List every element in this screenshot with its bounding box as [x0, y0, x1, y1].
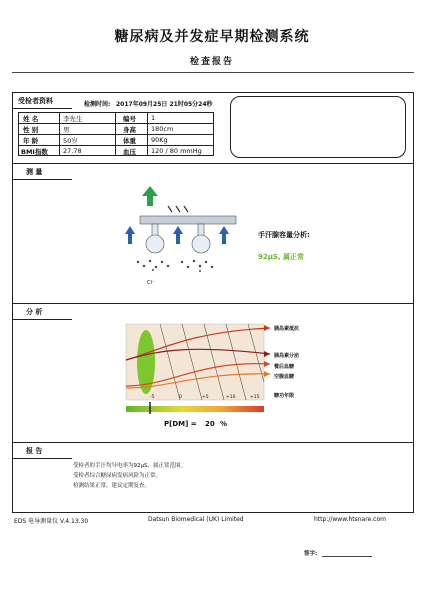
- scale-label: +10: [226, 395, 236, 400]
- field-value-id: 1: [151, 114, 156, 122]
- curve-label-insulin-resistance: 胰岛素抵抗: [274, 326, 300, 332]
- arrow-head: [264, 371, 270, 377]
- analysis-title: 手汗腺容量分析:: [258, 231, 310, 239]
- gland-left: [146, 224, 164, 253]
- table-rule: [59, 113, 60, 155]
- pdm-label: P[DM] =: [164, 420, 197, 428]
- field-value-bp: 120 / 80 mmHg: [151, 147, 202, 155]
- test-time-label: 检测时间:: [84, 101, 111, 108]
- header-divider: [12, 72, 414, 73]
- field-value-name: 李先生: [63, 115, 83, 123]
- field-label-name: 姓 名: [23, 115, 39, 123]
- section-divider: [12, 442, 414, 443]
- risk-gradient-bar: [126, 406, 264, 412]
- scale-label: +15: [250, 395, 260, 400]
- report-line: 检测结果正常，建议定期复查。: [73, 483, 151, 489]
- report-text: [73, 461, 186, 491]
- device-version: EDS 电导测量仪 V.4.13.30: [14, 518, 89, 525]
- measure-section-label: 测 量: [26, 168, 43, 176]
- analysis-result: 92μS, 属正常: [258, 253, 305, 261]
- field-label-height: 身高: [123, 126, 136, 134]
- skin-band: [140, 216, 236, 224]
- scale-label: 0: [179, 395, 182, 400]
- measure-label-underline: [12, 179, 72, 180]
- company-url[interactable]: http://www.htsnare.com: [314, 516, 386, 523]
- field-value-bmi: 27.78: [63, 147, 82, 155]
- green-up-arrow-icon: [142, 186, 158, 206]
- cl-ion-label: Cl⁻: [147, 280, 155, 286]
- field-label-bmi: BMI指数: [21, 148, 48, 156]
- patient-label-underline: [12, 108, 72, 109]
- field-label-bp: 血压: [123, 148, 136, 156]
- scale-label: +5: [202, 395, 209, 400]
- field-label-weight: 体重: [123, 137, 136, 145]
- gland-right: [192, 224, 210, 253]
- curve-label-duration: 糖功年限: [274, 393, 295, 399]
- field-label-sex: 性 别: [23, 126, 39, 134]
- blue-arrow-icon: [173, 226, 183, 244]
- report-section-label: 报 告: [26, 447, 43, 455]
- test-time-value: 2017年09月25日 21时05分24秒: [116, 101, 213, 108]
- table-rule: [19, 134, 213, 135]
- section-divider: [12, 163, 414, 164]
- arrow-head: [264, 351, 270, 357]
- analysis-label-underline: [12, 319, 72, 320]
- table-rule: [19, 145, 213, 146]
- photo-box: [230, 96, 406, 158]
- company-name: Datsun Biomedical (UK) Limited: [148, 516, 244, 523]
- field-value-age: 50岁: [63, 137, 78, 145]
- pdm-value: 20: [205, 420, 215, 428]
- report-subtitle: 检查报告: [189, 57, 234, 67]
- blue-arrow-icon: [219, 226, 229, 244]
- analysis-section-label: 分 析: [26, 308, 43, 316]
- table-rule: [147, 113, 148, 155]
- field-value-weight: 90Kg: [151, 136, 168, 144]
- arrow-head: [264, 361, 270, 367]
- curve-label-postprandial: 餐后血糖: [274, 364, 295, 370]
- field-value-height: 180cm: [151, 125, 174, 133]
- table-rule: [19, 123, 213, 124]
- risk-curve-chart: [120, 320, 270, 415]
- sweat-marks: [168, 206, 188, 212]
- table-rule: [115, 113, 116, 155]
- signature-line[interactable]: [322, 556, 372, 557]
- field-value-sex: 男: [63, 126, 70, 134]
- scale-label: -5: [150, 395, 155, 400]
- sweat-gland-diagram: [120, 182, 240, 282]
- section-divider: [12, 303, 414, 304]
- arrow-head: [264, 325, 270, 331]
- pdm-unit: %: [220, 420, 228, 428]
- signature-label: 签字:: [304, 551, 318, 557]
- curve-label-insulin-secretion: 胰岛素分泌: [274, 353, 300, 359]
- field-label-age: 年 龄: [23, 137, 39, 145]
- field-label-id: 编号: [123, 115, 136, 123]
- blue-arrow-icon: [125, 226, 135, 244]
- curve-label-fasting: 空腹血糖: [274, 374, 295, 380]
- report-line: 受检者的手汗均导电率为92μS，属正常范围。: [73, 463, 186, 469]
- patient-table: [18, 112, 214, 156]
- report-title: 糖尿病及并发症早期检测系统: [114, 29, 310, 45]
- report-line: 受检者综合糖尿病发病风险为正常。: [73, 473, 162, 479]
- ion-dots: [137, 260, 213, 272]
- report-label-underline: [12, 458, 72, 459]
- patient-section-label: 受检者资料: [18, 97, 53, 105]
